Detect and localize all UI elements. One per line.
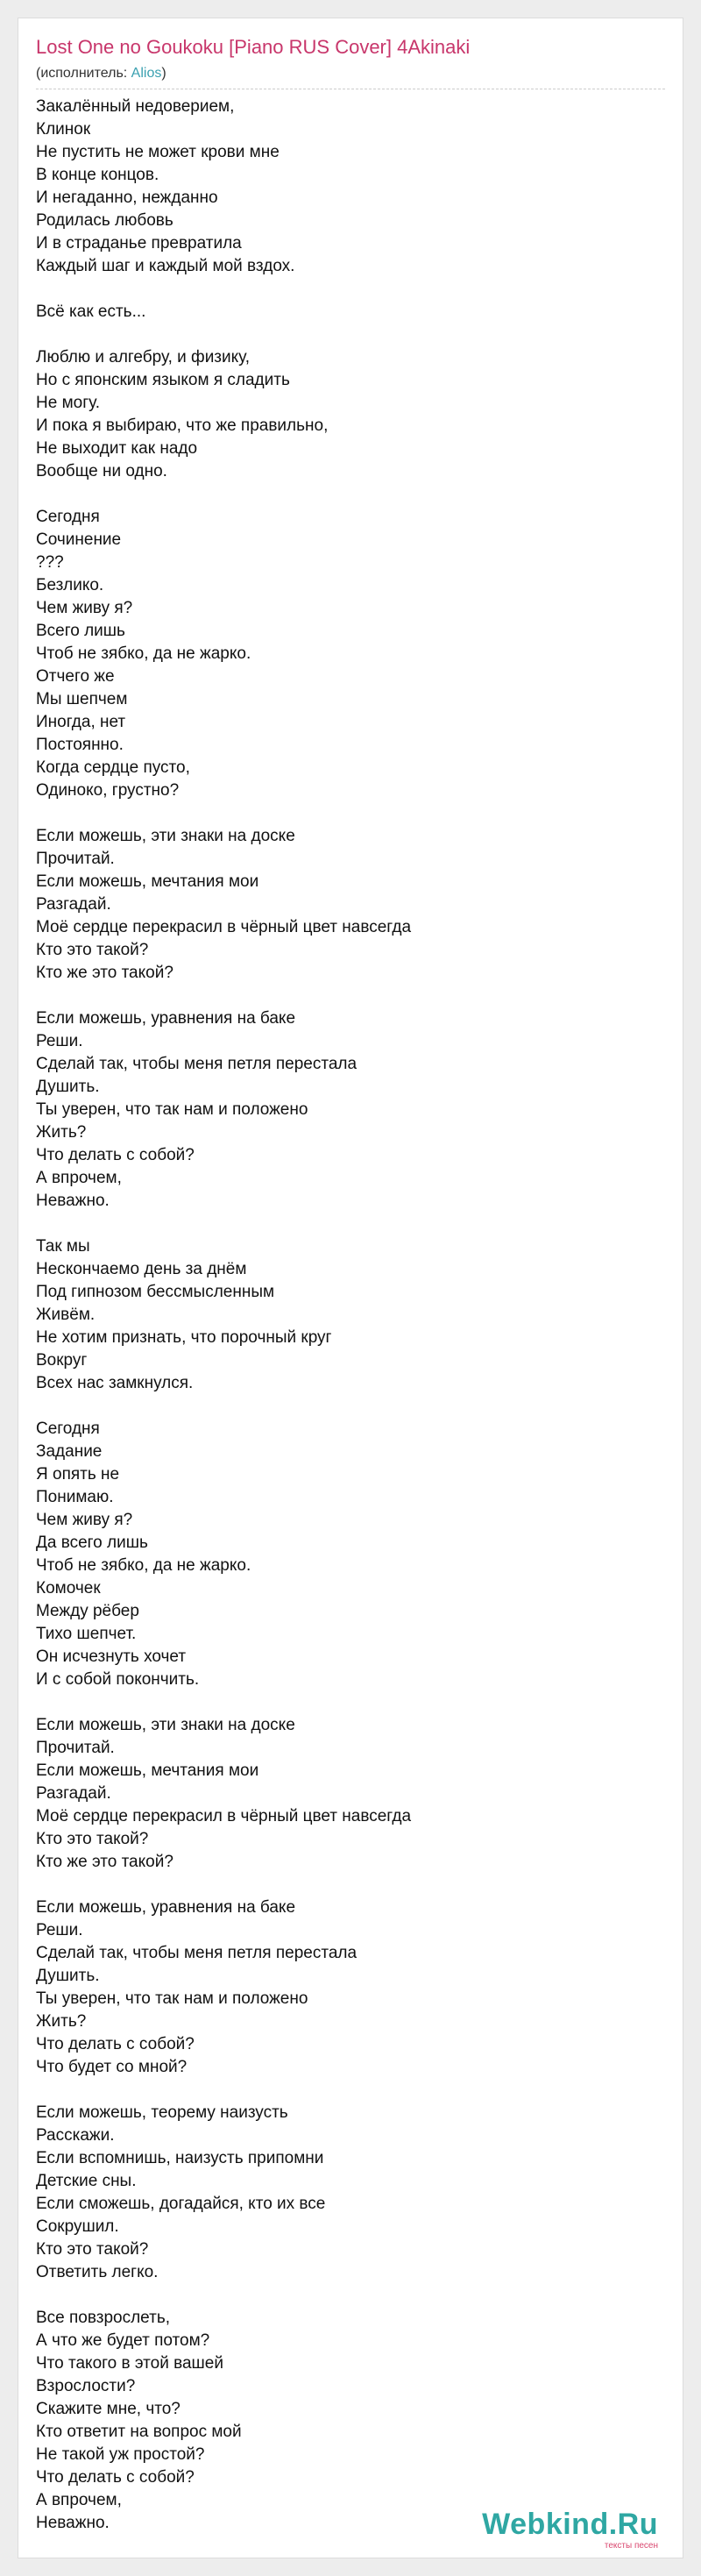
lyric-line: Да всего лишь (36, 1534, 148, 1552)
lyric-line: Если можешь, теорему наизусть (36, 2103, 288, 2122)
lyric-line: Если можешь, эти знаки на доске (36, 827, 295, 845)
lyric-line: Ты уверен, что так нам и положено (36, 1100, 308, 1119)
lyric-line: Если можешь, уравнения на баке (36, 1009, 296, 1028)
stanza-break (36, 1691, 649, 1714)
lyric-line: Разгадай. (36, 895, 111, 914)
lyric-line: Разгадай. (36, 1784, 111, 1803)
lyric-line: Всего лишь (36, 622, 125, 640)
lyric-line: Реши. (36, 1032, 83, 1050)
lyric-line: Душить. (36, 1967, 100, 1985)
lyric-line: Сегодня (36, 1420, 100, 1438)
lyric-line: В конце концов. (36, 166, 159, 184)
lyric-line: Тихо шепчет. (36, 1625, 137, 1643)
lyric-line: Неважно. (36, 2514, 110, 2532)
lyric-line: Под гипнозом бессмысленным (36, 1283, 275, 1301)
lyric-line: И с собой покончить. (36, 1670, 200, 1689)
lyric-line: Сочинение (36, 530, 122, 549)
lyric-line: Что такого в этой вашей (36, 2354, 223, 2373)
lyric-line: Если вспомнишь, наизусть припомни (36, 2149, 324, 2167)
lyric-line: Сделай так, чтобы меня петля перестала (36, 1055, 358, 1073)
lyric-line: Расскажи. (36, 2126, 115, 2145)
lyric-line: Если можешь, мечтания мои (36, 1761, 259, 1780)
lyric-line: Я опять не (36, 1465, 120, 1484)
lyric-line: Жить? (36, 2012, 87, 2031)
lyric-line: Душить. (36, 1078, 100, 1096)
lyric-line: Кто же это такой? (36, 964, 173, 982)
lyric-line: Понимаю. (36, 1488, 114, 1506)
lyric-line: Если сможешь, догадайся, кто их все (36, 2195, 326, 2213)
lyric-line: Если можешь, уравнения на баке (36, 1898, 296, 1917)
stanza-break (36, 483, 649, 506)
lyric-line: ??? (36, 553, 64, 572)
song-title: Lost One no Goukoku [Piano RUS Cover] 4Akinaki (36, 36, 471, 58)
stanza-break (36, 2284, 649, 2307)
lyric-line: Прочитай. (36, 1739, 115, 1757)
lyric-line: Если можешь, мечтания мои (36, 872, 259, 891)
lyric-line: Неважно. (36, 1192, 110, 1210)
lyric-line: Комочек (36, 1579, 101, 1598)
lyric-line: Когда сердце пусто, (36, 758, 190, 777)
site-logo-tagline: тексты песен (604, 2541, 658, 2551)
lyric-line: Всех нас замкнулся. (36, 1374, 194, 1392)
lyric-line: Родилась любовь (36, 211, 173, 230)
lyric-line: Что будет со мной? (36, 2058, 188, 2076)
lyric-line: Прочитай. (36, 850, 115, 868)
lyric-line: Скажите мне, что? (36, 2400, 181, 2418)
artist-suffix: ) (161, 66, 166, 81)
stanza-break (36, 324, 649, 346)
lyric-line: Моё сердце перекрасил в чёрный цвет навсегда (36, 1807, 412, 1825)
lyric-line: Сделай так, чтобы меня петля перестала (36, 1944, 358, 1962)
lyric-line: Что делать с собой? (36, 1146, 195, 1164)
lyric-line: Чем живу я? (36, 1511, 133, 1529)
lyric-line: Кто это такой? (36, 2240, 149, 2259)
lyric-line: Не такой уж простой? (36, 2445, 205, 2464)
stanza-break (36, 985, 649, 1007)
lyric-line: Сокрушил. (36, 2217, 119, 2236)
lyric-line: Не выходит как надо (36, 439, 198, 458)
lyric-line: Закалённый недоверием, (36, 97, 235, 116)
lyric-line: А что же будет потом? (36, 2331, 210, 2350)
lyric-line: Постоянно. (36, 736, 124, 754)
lyric-line: Все повзрослеть, (36, 2309, 171, 2327)
lyric-line: Чтоб не зябко, да не жарко. (36, 1556, 251, 1575)
lyric-line: Кто это такой? (36, 1830, 149, 1848)
lyric-line: Всё как есть... (36, 302, 146, 321)
stanza-break (36, 802, 649, 825)
lyric-line: Каждый шаг и каждый мой вздох. (36, 257, 295, 275)
lyric-line: Живём. (36, 1306, 96, 1324)
stanza-break (36, 2079, 649, 2102)
lyric-line: Кто это такой? (36, 941, 149, 959)
lyric-line: Так мы (36, 1237, 90, 1256)
lyric-line: Чтоб не зябко, да не жарко. (36, 644, 251, 663)
lyric-line: Кто ответит на вопрос мой (36, 2423, 242, 2441)
stanza-break (36, 1395, 649, 1418)
lyric-line: Клинок (36, 120, 91, 139)
lyric-line: А впрочем, (36, 1169, 122, 1187)
lyric-line: Моё сердце перекрасил в чёрный цвет навсегда (36, 918, 412, 936)
lyric-line: Но с японским языком я сладить (36, 371, 290, 389)
lyric-line: Не могу. (36, 394, 101, 412)
lyric-line: А впрочем, (36, 2491, 122, 2509)
lyric-line: Реши. (36, 1921, 83, 1939)
lyric-line: Детские сны. (36, 2172, 137, 2190)
lyric-line: Люблю и алгебру, и физику, (36, 348, 251, 366)
stanza-break (36, 278, 649, 301)
lyric-line: Не хотим признать, что порочный круг (36, 1328, 332, 1347)
lyric-line: Кто же это такой? (36, 1853, 173, 1871)
lyric-line: Безлико. (36, 576, 104, 594)
lyric-line: Что делать с собой? (36, 2468, 195, 2487)
lyric-line: Мы шепчем (36, 690, 128, 708)
artist-line (36, 66, 166, 82)
lyric-line: Между рёбер (36, 1602, 139, 1620)
lyric-line: И негаданно, нежданно (36, 189, 218, 207)
lyric-line: Он исчезнуть хочет (36, 1647, 187, 1666)
lyric-line: Не пустить не может крови мне (36, 143, 280, 161)
site-logo-text: Webkind.Ru (482, 2508, 658, 2541)
lyric-line: Ответить легко. (36, 2263, 159, 2281)
lyric-line: Задание (36, 1442, 103, 1461)
lyric-line: Нескончаемо день за днём (36, 1260, 247, 1278)
site-logo[interactable] (482, 2508, 658, 2551)
lyrics-card (18, 18, 683, 2558)
lyric-line: Что делать с собой? (36, 2035, 195, 2053)
stanza-break (36, 1874, 649, 1896)
lyric-line: Взрослости? (36, 2377, 136, 2395)
lyric-line: Иногда, нет (36, 713, 126, 731)
lyric-line: Вокруг (36, 1351, 88, 1370)
lyric-line: Если можешь, эти знаки на доске (36, 1716, 295, 1734)
lyric-line: Жить? (36, 1123, 87, 1142)
stanza-break (36, 1213, 649, 1235)
lyric-line: Чем живу я? (36, 599, 133, 617)
lyric-line: Ты уверен, что так нам и положено (36, 1989, 308, 2008)
lyric-line: Вообще ни одно. (36, 462, 167, 480)
lyric-line: Сегодня (36, 508, 100, 526)
lyrics-body (36, 96, 649, 2535)
lyric-line: Одиноко, грустно? (36, 781, 180, 800)
artist-prefix: (исполнитель: (36, 66, 131, 81)
artist-link[interactable]: Alios (131, 66, 162, 81)
lyric-line: И пока я выбираю, что же правильно, (36, 416, 329, 435)
lyric-line: Отчего же (36, 667, 115, 686)
lyric-line: И в страданье превратила (36, 234, 242, 253)
